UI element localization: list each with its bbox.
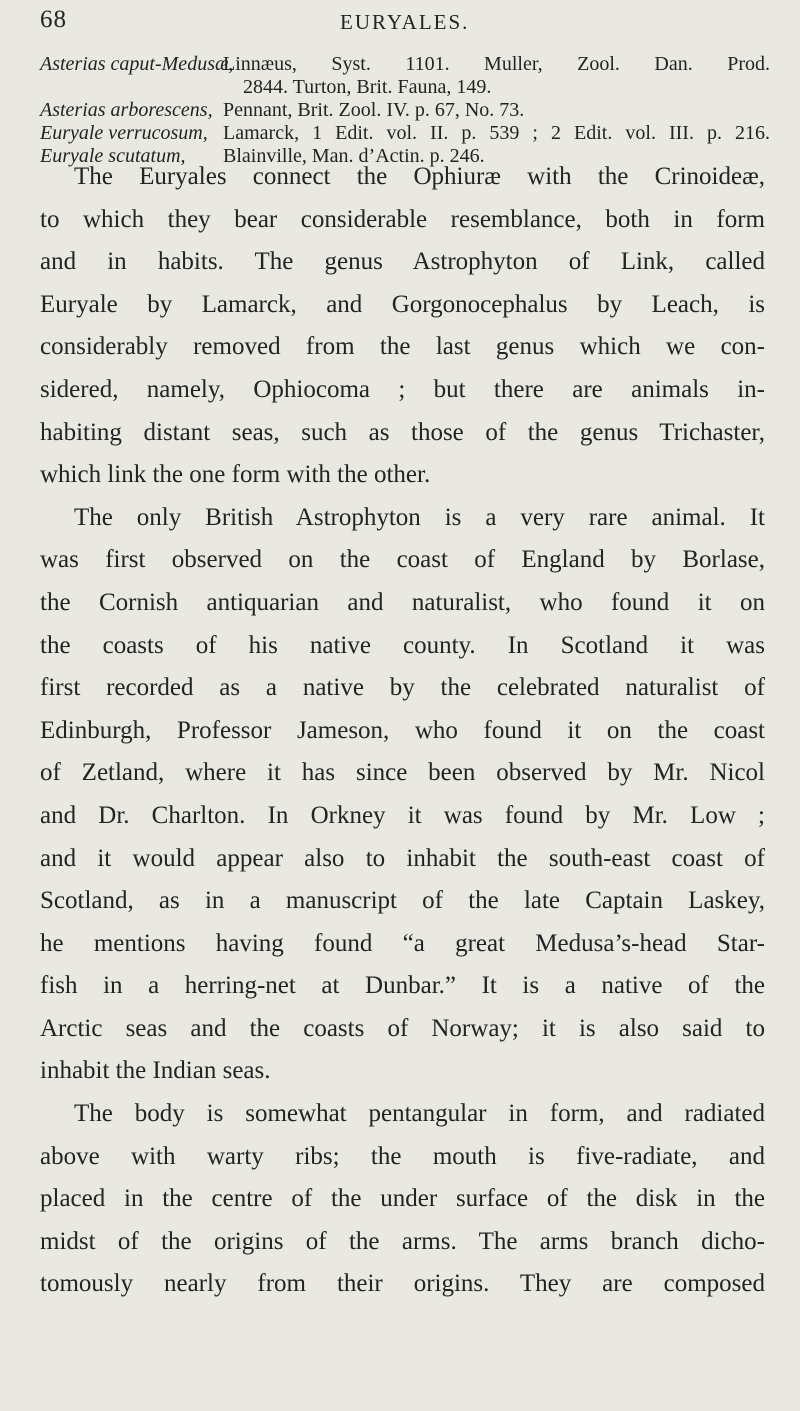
text-line: and in habits. The genus Astrophyton of Link, called <box>40 248 765 276</box>
text-line: habiting distant seas, such as those of the genus Trichaster, <box>40 418 765 446</box>
text-line: midst of the origins of the arms. The arms branch dicho- <box>40 1227 765 1255</box>
text-line: sidered, namely, Ophiocoma ; but there are animals in- <box>40 375 765 403</box>
synonym-name: Asterias arborescens, <box>40 99 213 121</box>
text-line: Euryale by Lamarck, and Gorgonocephalus by Leach, is <box>40 290 765 318</box>
synonym-reference: Pennant, Brit. Zool. IV. p. 67, No. 73. <box>223 99 525 121</box>
text-line: placed in the centre of the under surface of the disk in the <box>40 1185 765 1213</box>
synonym-name: Euryale verrucosum, <box>40 122 208 144</box>
text-line: Arctic seas and the coasts of Norway; it is also said to <box>40 1014 765 1042</box>
text-line: Scotland, as in a manuscript of the late Captain Laskey, <box>40 887 765 915</box>
running-head: EURYALES. <box>340 10 470 34</box>
body-text <box>40 156 765 1306</box>
synonym-name: Asterias caput-Medusæ, <box>40 53 234 75</box>
text-line: of Zetland, where it has since been observed by Mr. Nicol <box>40 759 765 787</box>
text-line: to which they bear considerable resemblance, both in form <box>40 205 765 233</box>
text-line: which link the one form with the other. <box>40 461 431 489</box>
text-line: The Euryales connect the Ophiuræ with the Crinoideæ, <box>74 163 765 190</box>
synonym-reference: Linnæus, Syst. 1101. Muller, Zool. Dan. Prod. <box>223 53 770 75</box>
synonym-entry <box>40 99 770 122</box>
text-line: and it would appear also to inhabit the south-east coast of <box>40 844 765 872</box>
text-line: first recorded as a native by the celebrated naturalist of <box>40 674 765 702</box>
synonym-entry <box>40 122 770 145</box>
synonym-reference: 2844. Turton, Brit. Fauna, 149. <box>243 76 492 98</box>
text-line: inhabit the Indian seas. <box>40 1057 271 1085</box>
text-line: The only British Astrophyton is a very rare animal. It <box>74 503 765 531</box>
text-line: tomously nearly from their origins. They are composed <box>40 1270 765 1298</box>
page-header <box>0 6 800 38</box>
synonym-name: Euryale scutatum, <box>40 145 186 167</box>
text-line: The body is somewhat pentangular in form, and radiated <box>74 1100 765 1128</box>
synonymy-list <box>40 53 770 168</box>
text-line: considerably removed from the last genus which we con- <box>40 333 765 361</box>
page-number: 68 <box>40 6 67 33</box>
synonym-reference: Blainville, Man. d’Actin. p. 246. <box>223 145 485 167</box>
text-line: above with warty ribs; the mouth is five-radiate, and <box>40 1142 765 1170</box>
synonym-reference: Lamarck, 1 Edit. vol. II. p. 539 ; 2 Edit. vol. III. p. 216. <box>223 122 770 144</box>
text-line: the coasts of his native county. In Scotland it was <box>40 631 765 659</box>
text-line: was first observed on the coast of England by Borlase, <box>40 546 765 574</box>
text-line: he mentions having found “a great Medusa’s-head Star- <box>40 929 765 957</box>
text-line: the Cornish antiquarian and naturalist, who found it on <box>40 588 765 616</box>
synonym-entry <box>40 53 770 76</box>
text-line: and Dr. Charlton. In Orkney it was found by Mr. Low ; <box>40 801 765 829</box>
synonym-entry-continuation <box>40 76 770 99</box>
text-line: Edinburgh, Professor Jameson, who found it on the coast <box>40 716 765 744</box>
text-line: fish in a herring-net at Dunbar.” It is a native of the <box>40 972 765 1000</box>
